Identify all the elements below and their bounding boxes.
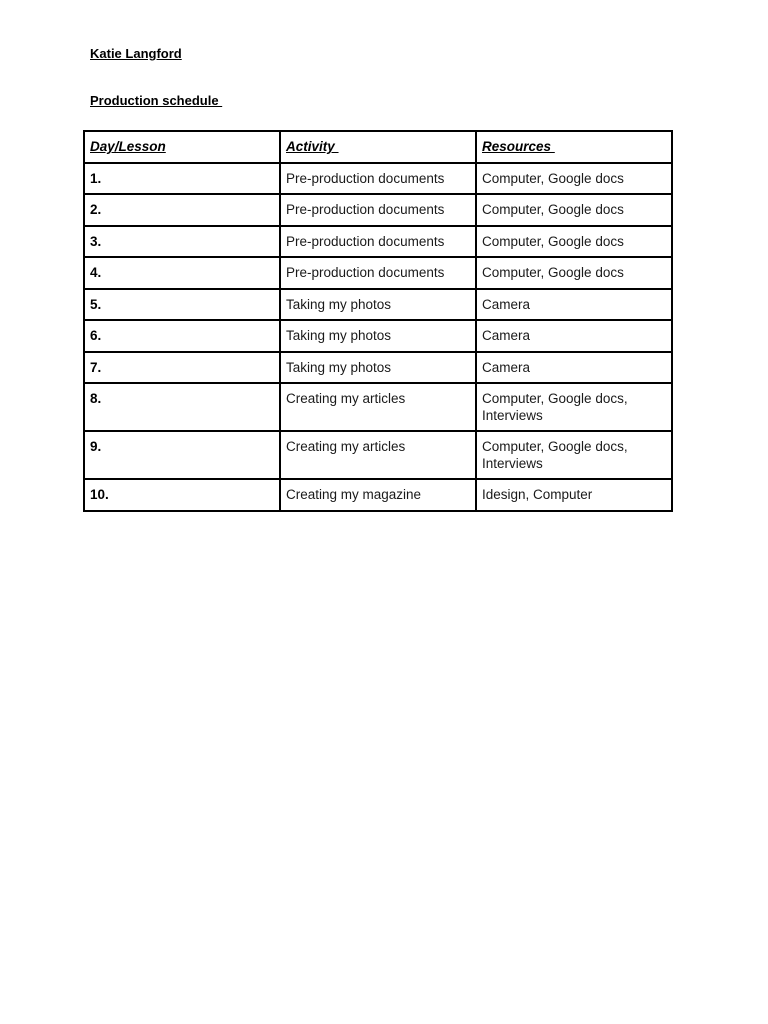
activity-cell: Taking my photos [280, 352, 476, 384]
resources-cell: Computer, Google docs [476, 257, 672, 289]
table-header-row [84, 131, 672, 163]
column-header-resources: Resources [476, 131, 672, 163]
resources-cell: Camera [476, 320, 672, 352]
table-row [84, 289, 672, 321]
resources-cell: Computer, Google docs, Interviews [476, 383, 672, 431]
resources-cell: Camera [476, 289, 672, 321]
author-name: Katie Langford [90, 46, 182, 61]
day-cell: 7. [84, 352, 280, 384]
table-row [84, 352, 672, 384]
resources-cell: Computer, Google docs, Interviews [476, 431, 672, 479]
table-row [84, 383, 672, 431]
table-row [84, 163, 672, 195]
resources-cell: Computer, Google docs [476, 194, 672, 226]
production-schedule-table [83, 130, 673, 512]
day-cell: 3. [84, 226, 280, 258]
day-cell: 4. [84, 257, 280, 289]
day-cell: 9. [84, 431, 280, 479]
resources-cell: Idesign, Computer [476, 479, 672, 511]
day-cell: 5. [84, 289, 280, 321]
day-cell: 1. [84, 163, 280, 195]
resources-cell: Computer, Google docs [476, 226, 672, 258]
activity-cell: Taking my photos [280, 289, 476, 321]
column-header-day-lesson: Day/Lesson [84, 131, 280, 163]
table-row [84, 257, 672, 289]
day-cell: 8. [84, 383, 280, 431]
activity-cell: Creating my articles [280, 431, 476, 479]
activity-cell: Creating my magazine [280, 479, 476, 511]
table-row [84, 194, 672, 226]
activity-cell: Taking my photos [280, 320, 476, 352]
page-title: Production schedule [90, 93, 223, 108]
activity-cell: Pre-production documents [280, 194, 476, 226]
column-header-activity: Activity [280, 131, 476, 163]
table-row [84, 320, 672, 352]
resources-cell: Computer, Google docs [476, 163, 672, 195]
day-cell: 6. [84, 320, 280, 352]
activity-cell: Pre-production documents [280, 163, 476, 195]
activity-cell: Pre-production documents [280, 257, 476, 289]
table-row [84, 431, 672, 479]
resources-cell: Camera [476, 352, 672, 384]
activity-cell: Pre-production documents [280, 226, 476, 258]
activity-cell: Creating my articles [280, 383, 476, 431]
table-row [84, 226, 672, 258]
day-cell: 10. [84, 479, 280, 511]
day-cell: 2. [84, 194, 280, 226]
table-row [84, 479, 672, 511]
